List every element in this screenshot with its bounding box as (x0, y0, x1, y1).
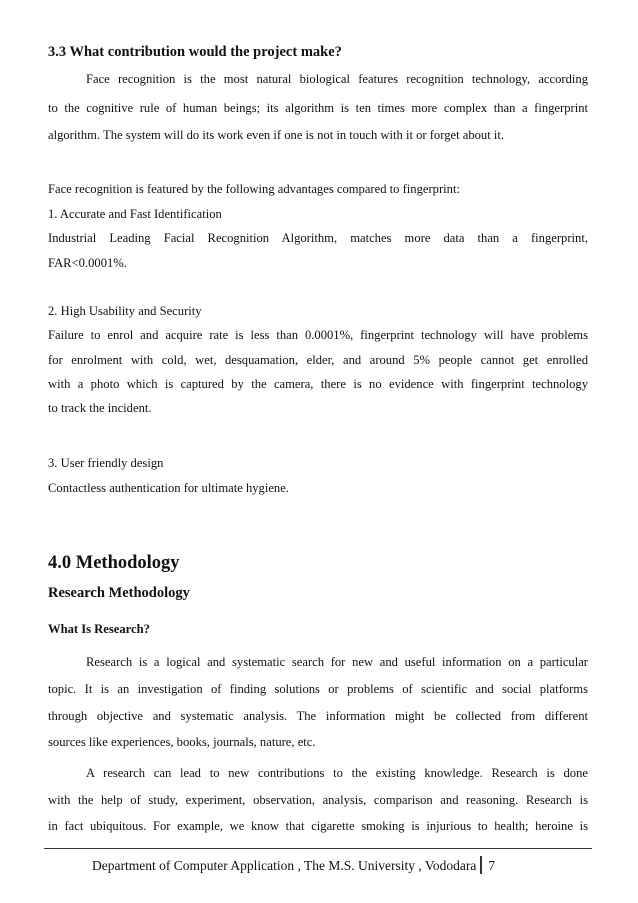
section-heading-4-0: 4.0 Methodology (48, 553, 180, 573)
question-heading: What Is Research? (48, 622, 150, 636)
advantage-1-title: 1. Accurate and Fast Identification (48, 207, 222, 221)
paragraph-line: with a photo which is captured by the camera, there is no evidence with fingerprint technology (48, 377, 588, 391)
advantages-intro: Face recognition is featured by the following advantages compared to fingerprint: (48, 182, 460, 196)
paragraph-line: topic. It is an investigation of finding solutions or problems of scientific and social platforms (48, 682, 588, 696)
paragraph-line: Industrial Leading Facial Recognition Algorithm, matches more data than a fingerprint, (48, 231, 588, 245)
paragraph-line: through objective and systematic analysis. The information might be collected from different (48, 709, 588, 723)
paragraph-line: Face recognition is the most natural biological features recognition technology, according (86, 72, 588, 86)
subheading: Research Methodology (48, 585, 190, 601)
paragraph-line: in fact ubiquitous. For example, we know that cigarette smoking is injurious to health; heroine is (48, 819, 588, 833)
paragraph-line: to track the incident. (48, 401, 152, 415)
footer-department: Department of Computer Application , The M.S. University , Vododara (92, 858, 477, 873)
paragraph-line: Contactless authentication for ultimate hygiene. (48, 481, 289, 495)
paragraph-line: Failure to enrol and acquire rate is less than 0.0001%, fingerprint technology will have problems (48, 328, 588, 342)
page-number: 7 (488, 858, 496, 873)
paragraph-line: with the help of study, experiment, observation, analysis, comparison and reasoning. Research is (48, 793, 588, 807)
advantage-3-title: 3. User friendly design (48, 456, 164, 470)
paragraph-line: algorithm. The system will do its work even if one is not in touch with it or forget about it. (48, 128, 505, 142)
page-footer (92, 856, 495, 874)
paragraph-line: sources like experiences, books, journals, nature, etc. (48, 735, 316, 749)
paragraph-line: Research is a logical and systematic search for new and useful information on a particular (86, 655, 588, 669)
footer-separator (480, 856, 482, 874)
paragraph-line: to the cognitive rule of human beings; its algorithm is ten times more complex than a fingerprint (48, 101, 588, 115)
section-heading-3-3: 3.3 What contribution would the project make? (48, 44, 342, 60)
advantage-2-title: 2. High Usability and Security (48, 304, 202, 318)
paragraph-line: FAR<0.0001%. (48, 256, 127, 270)
footer-divider (44, 848, 592, 849)
paragraph-line: A research can lead to new contributions to the existing knowledge. Research is done (86, 766, 588, 780)
paragraph-line: for enrolment with cold, wet, desquamation, elder, and around 5% people cannot get enrolled (48, 353, 588, 367)
